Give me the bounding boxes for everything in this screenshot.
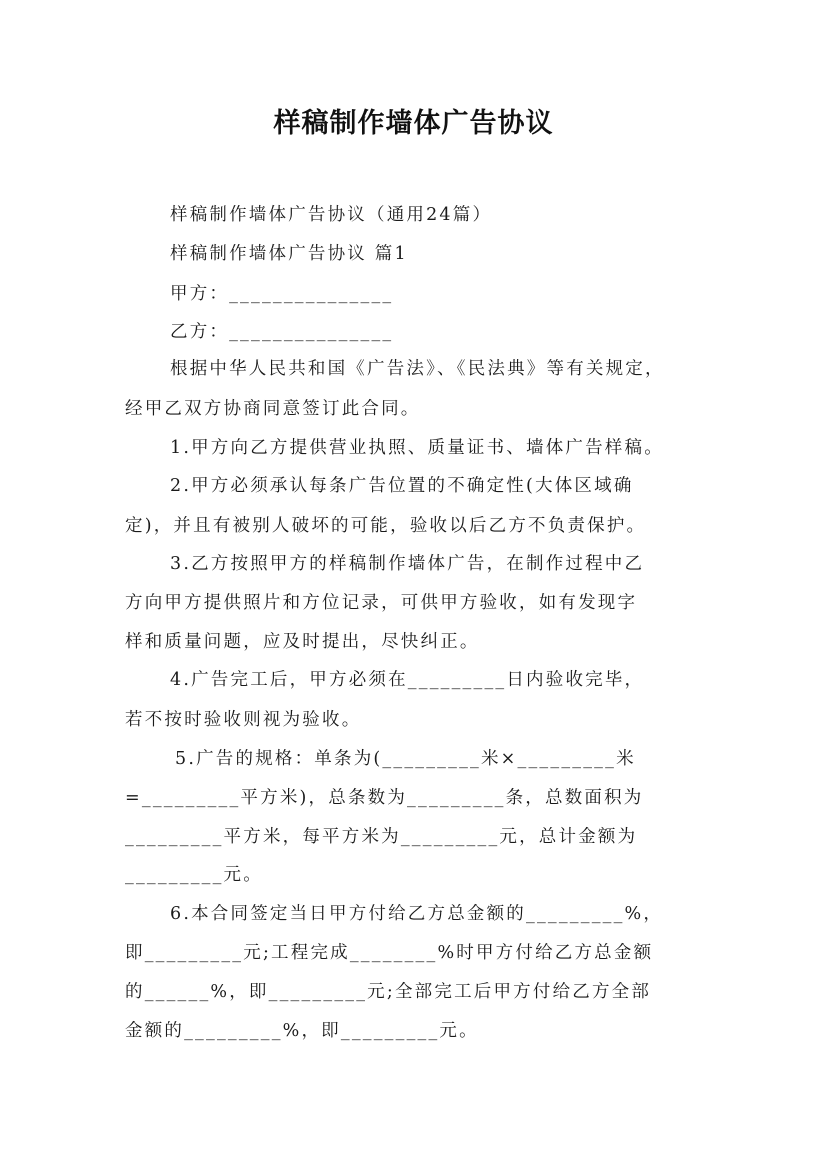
clause-6-line-1: 6.本合同签定当日甲方付给乙方总金额的_________%， — [170, 904, 664, 924]
clause-3-line-2: 方向甲方提供照片和方位记录，可供甲方验收，如有发现字 — [125, 593, 638, 613]
clause-5-line-3: _________平方米，每平方米为_________元，总计金额为 — [125, 827, 638, 847]
clause-3-line-1: 3.乙方按照甲方的样稿制作墙体广告，在制作过程中乙 — [170, 554, 645, 574]
clause-2-line-2: 定)，并且有被别人破坏的可能，验收以后乙方不负责保护。 — [125, 516, 647, 536]
party-b-line: 乙方：_______________ — [170, 322, 394, 342]
clause-4-line-1: 4.广告完工后，甲方必须在_________日内验收完毕， — [170, 670, 645, 690]
clause-6-line-3: 的______%，即_________元;全部完工后甲方付给乙方全部 — [125, 982, 652, 1002]
clause-1: 1.甲方向乙方提供营业执照、质量证书、墙体广告样稿。 — [170, 438, 664, 458]
clause-5-line-2: =_________平方米)，总条数为_________条，总数面积为 — [125, 788, 644, 808]
chapter-heading: 样稿制作墙体广告协议 篇1 — [170, 244, 408, 264]
clause-5-line-1: 5.广告的规格：单条为(_________米×_________米 — [175, 749, 636, 769]
document-title: 样稿制作墙体广告协议 — [273, 108, 554, 139]
party-a-line: 甲方：_______________ — [170, 284, 394, 304]
preamble-line-2: 经甲乙双方协商同意签订此合同。 — [125, 399, 421, 419]
subtitle-line: 样稿制作墙体广告协议（通用24篇） — [170, 205, 493, 225]
clause-4-line-2: 若不按时验收则视为验收。 — [125, 710, 362, 730]
clause-6-line-2: 即_________元;工程完成________%时甲方付给乙方总金额 — [125, 943, 654, 963]
clause-6-line-4: 金额的_________%，即_________元。 — [125, 1021, 479, 1041]
preamble-line-1: 根据中华人民共和国《广告法》、《民法典》等有关规定， — [170, 359, 665, 379]
clause-3-line-3: 样和质量问题，应及时提出，尽快纠正。 — [125, 632, 480, 652]
clause-5-line-4: _________元。 — [125, 865, 263, 885]
clause-2-line-1: 2.甲方必须承认每条广告位置的不确定性(大体区域确 — [170, 476, 634, 496]
